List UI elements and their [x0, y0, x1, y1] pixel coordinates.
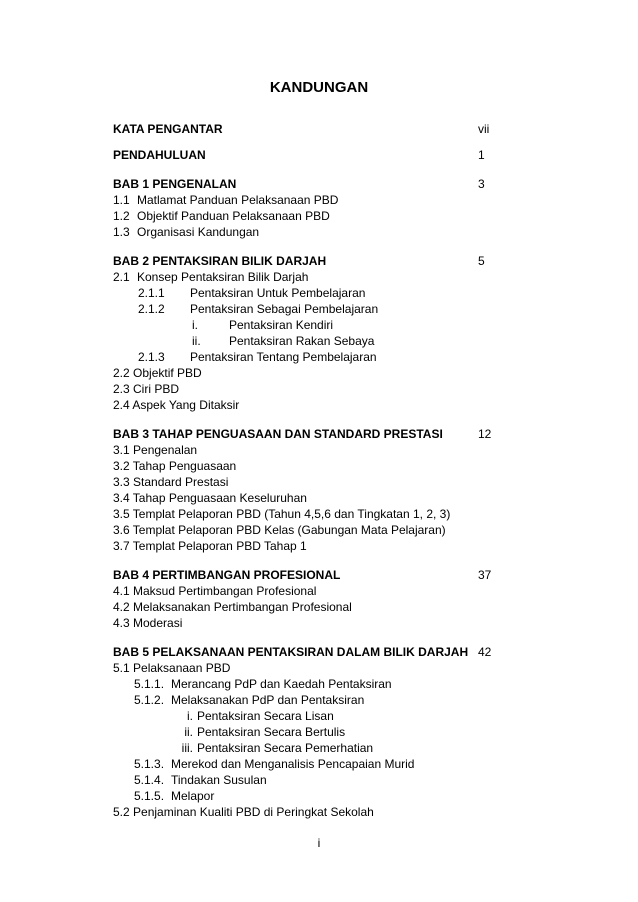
toc-entry[interactable]: 2.2 Objektif PBD: [113, 366, 202, 380]
section-title: Pentaksiran Kendiri: [229, 318, 334, 332]
chapter-heading: BAB 4 PERTIMBANGAN PROFESIONAL: [113, 568, 341, 582]
toc-entry[interactable]: [113, 676, 533, 692]
toc-entry[interactable]: [113, 349, 533, 365]
section-number: ii.: [184, 725, 193, 739]
section-number: 2.1.2: [138, 302, 165, 316]
section-number: i.: [192, 318, 198, 332]
toc-entry[interactable]: 4.2 Melaksanakan Pertimbangan Profesional: [113, 600, 352, 614]
section-number: 5.1.4.: [134, 773, 165, 787]
section-number: 5.1.3.: [134, 757, 165, 771]
toc-entry-pendahuluan[interactable]: [113, 147, 533, 163]
section-title: Pentaksiran Sebagai Pembelajaran: [190, 302, 379, 316]
toc-entry[interactable]: [113, 788, 533, 804]
toc-entry[interactable]: [113, 224, 533, 240]
toc-entry[interactable]: [113, 301, 533, 317]
toc-chapter-3[interactable]: [113, 426, 533, 442]
page-title: KANDUNGAN: [269, 79, 369, 96]
section-number: 1.2: [113, 209, 130, 223]
section-title: Konsep Pentaksiran Bilik Darjah: [137, 270, 309, 284]
toc-entry[interactable]: [113, 208, 533, 224]
section-title: Pentaksiran Rakan Sebaya: [229, 334, 375, 348]
toc-entry[interactable]: [113, 285, 533, 301]
toc-entry[interactable]: 3.5 Templat Pelaporan PBD (Tahun 4,5,6 dan Tingkatan 1, 2, 3): [113, 507, 451, 521]
toc-chapter-1[interactable]: [113, 176, 533, 192]
section-title: Pentaksiran Secara Bertulis: [197, 725, 346, 739]
section-title: Merekod dan Menganalisis Pencapaian Murid: [171, 757, 415, 771]
toc-page-number: 1: [478, 148, 485, 162]
section-number: i.: [187, 709, 193, 723]
section-number: 2.1: [113, 270, 130, 284]
toc-label: KATA PENGANTAR: [113, 122, 223, 136]
toc-chapter-4[interactable]: [113, 567, 533, 583]
section-number: 5.1.1.: [134, 677, 165, 691]
section-number: iii.: [181, 741, 193, 755]
toc-page-number: 5: [478, 254, 485, 268]
section-number: ii.: [192, 334, 201, 348]
toc-entry[interactable]: [113, 740, 533, 756]
section-title: Matlamat Panduan Pelaksanaan PBD: [137, 193, 339, 207]
toc-entry[interactable]: [113, 708, 533, 724]
toc-page-number: 12: [478, 427, 492, 441]
toc-entry[interactable]: [113, 772, 533, 788]
chapter-heading: BAB 1 PENGENALAN: [113, 177, 237, 191]
section-number: 5.1.2.: [134, 693, 165, 707]
toc-chapter-2[interactable]: [113, 253, 533, 269]
chapter-heading: BAB 3 TAHAP PENGUASAAN DAN STANDARD PRESTASI: [113, 427, 443, 441]
toc-chapter-5[interactable]: [113, 644, 533, 660]
toc-entry[interactable]: [113, 724, 533, 740]
toc-entry[interactable]: 3.3 Standard Prestasi: [113, 475, 229, 489]
toc-entry[interactable]: 4.3 Moderasi: [113, 616, 183, 630]
toc-entry[interactable]: 3.7 Templat Pelaporan PBD Tahap 1: [113, 539, 307, 553]
toc-entry[interactable]: [113, 269, 533, 285]
toc-entry[interactable]: 5.1 Pelaksanaan PBD: [113, 661, 231, 675]
section-number: 2.1.1: [138, 286, 165, 300]
toc-entry[interactable]: 2.3 Ciri PBD: [113, 382, 180, 396]
section-number: 1.1: [113, 193, 130, 207]
section-number: 5.1.5.: [134, 789, 165, 803]
page-number-footer: i: [317, 836, 321, 850]
section-title: Organisasi Kandungan: [137, 225, 260, 239]
section-title: Melaksanakan PdP dan Pentaksiran: [171, 693, 365, 707]
toc-entry[interactable]: [113, 317, 533, 333]
table-of-contents: [113, 121, 533, 820]
section-number: 2.1.3: [138, 350, 165, 364]
toc-entry[interactable]: [113, 333, 533, 349]
toc-page-number: 3: [478, 177, 485, 191]
toc-entry[interactable]: [113, 692, 533, 708]
toc-entry[interactable]: 3.6 Templat Pelaporan PBD Kelas (Gabungan Mata Pelajaran): [113, 523, 446, 537]
toc-entry-kata-pengantar[interactable]: [113, 121, 533, 137]
section-title: Pentaksiran Secara Lisan: [197, 709, 334, 723]
toc-page-number: 37: [478, 568, 492, 582]
toc-entry[interactable]: 3.1 Pengenalan: [113, 443, 198, 457]
toc-page-number: 42: [478, 645, 492, 659]
toc-entry[interactable]: 2.4 Aspek Yang Ditaksir: [113, 398, 240, 412]
toc-entry[interactable]: 3.4 Tahap Penguasaan Keseluruhan: [113, 491, 307, 505]
section-number: 1.3: [113, 225, 130, 239]
chapter-heading: BAB 2 PENTAKSIRAN BILIK DARJAH: [113, 254, 327, 268]
section-title: Pentaksiran Untuk Pembelajaran: [190, 286, 366, 300]
section-title: Tindakan Susulan: [171, 773, 267, 787]
toc-entry[interactable]: 3.2 Tahap Penguasaan: [113, 459, 237, 473]
toc-page-number: vii: [478, 122, 490, 136]
toc-label: PENDAHULUAN: [113, 148, 206, 162]
section-title: Objektif Panduan Pelaksanaan PBD: [137, 209, 330, 223]
chapter-heading: BAB 5 PELAKSANAAN PENTAKSIRAN DALAM BILIK DARJAH: [113, 645, 469, 659]
toc-entry[interactable]: [113, 192, 533, 208]
toc-entry[interactable]: 5.2 Penjaminan Kualiti PBD di Peringkat Sekolah: [113, 805, 374, 819]
section-title: Pentaksiran Secara Pemerhatian: [197, 741, 374, 755]
section-title: Merancang PdP dan Kaedah Pentaksiran: [171, 677, 392, 691]
toc-entry[interactable]: 4.1 Maksud Pertimbangan Profesional: [113, 584, 317, 598]
toc-entry[interactable]: [113, 756, 533, 772]
section-title: Pentaksiran Tentang Pembelajaran: [190, 350, 377, 364]
section-title: Melapor: [171, 789, 215, 803]
